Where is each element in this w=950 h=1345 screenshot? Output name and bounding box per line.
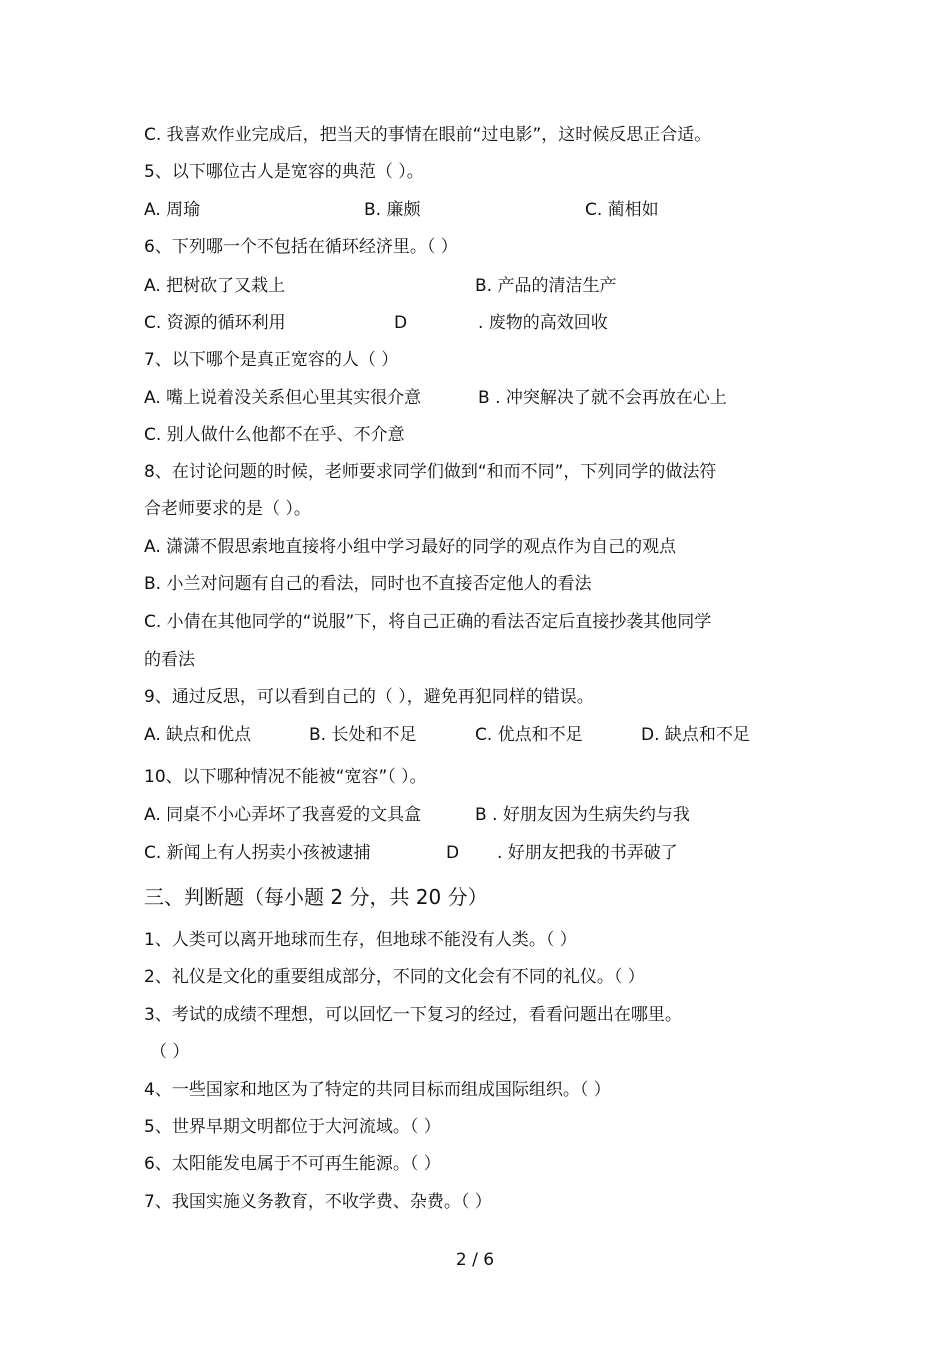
judgement-item-2: 2、礼仪是文化的重要组成部分，不同的文化会有不同的礼仪。（ ）: [144, 967, 645, 987]
question-8-option-c-line-1: C. 小倩在其他同学的“说服”下，将自己正确的看法否定后直接抄袭其他同学: [144, 612, 712, 632]
question-8-stem-line-1: 8、在讨论问题的时候，老师要求同学们做到“和而不同”，下列同学的做法符: [144, 462, 717, 482]
question-10-stem: 10、以下哪种情况不能被“宽容”（ ）。: [144, 767, 427, 787]
judgement-item-3-blank: （ ）: [150, 1042, 190, 1062]
question-9-option-d: D. 缺点和不足: [641, 725, 750, 745]
question-10-option-b: B . 好朋友因为生病失约与我: [475, 805, 690, 825]
question-5-option-c: C. 蔺相如: [585, 200, 659, 220]
question-7-option-a: A. 嘴上说着没关系但心里其实很介意: [144, 388, 422, 408]
judgement-item-3: 3、考试的成绩不理想，可以回忆一下复习的经过，看看问题出在哪里。: [144, 1005, 682, 1025]
question-9-option-c: C. 优点和不足: [475, 725, 583, 745]
question-8-stem-line-2: 合老师要求的是（ ）。: [144, 499, 311, 519]
question-10-option-d-text: . 好朋友把我的书弄破了: [497, 843, 678, 863]
judgement-item-1: 1、人类可以离开地球而生存，但地球不能没有人类。（ ）: [144, 930, 577, 950]
question-8-option-b: B. 小兰对问题有自己的看法，同时也不直接否定他人的看法: [144, 574, 592, 594]
question-10-option-c: C. 新闻上有人拐卖小孩被逮捕: [144, 843, 371, 863]
question-4-option-c: C. 我喜欢作业完成后，把当天的事情在眼前“过电影”，这时候反思正合适。: [144, 125, 712, 145]
question-10-option-a: A. 同桌不小心弄坏了我喜爱的文具盒: [144, 805, 422, 825]
judgement-item-7: 7、我国实施义务教育，不收学费、杂费。（ ）: [144, 1192, 492, 1212]
question-6-option-a: A. 把树砍了又栽上: [144, 276, 286, 296]
question-6-option-c: C. 资源的循环利用: [144, 313, 286, 333]
question-5-option-a: A. 周瑜: [144, 200, 201, 220]
question-9-option-b: B. 长处和不足: [309, 725, 417, 745]
question-6-option-d-text: . 废物的高效回收: [478, 313, 608, 333]
section-3-title: 三、判断题（每小题 2 分，共 20 分）: [144, 885, 488, 909]
judgement-item-4: 4、一些国家和地区为了特定的共同目标而组成国际组织。（ ）: [144, 1080, 611, 1100]
question-6-option-d-letter: D: [394, 313, 408, 333]
question-5-option-b: B. 廉颇: [364, 200, 421, 220]
question-8-option-c-line-2: 的看法: [144, 650, 195, 670]
question-9-stem: 9、通过反思，可以看到自己的（ ），避免再犯同样的错误。: [144, 687, 594, 707]
question-7-option-b: B . 冲突解决了就不会再放在心上: [478, 388, 727, 408]
question-5-stem: 5、以下哪位古人是宽容的典范（ ）。: [144, 162, 424, 182]
judgement-item-5: 5、世界早期文明都位于大河流域。（ ）: [144, 1117, 441, 1137]
question-8-option-a: A. 潇潇不假思索地直接将小组中学习最好的同学的观点作为自己的观点: [144, 537, 677, 557]
question-10-option-d-letter: D: [446, 843, 460, 863]
question-7-option-c: C. 别人做什么他都不在乎、不介意: [144, 425, 405, 445]
judgement-item-6: 6、太阳能发电属于不可再生能源。（ ）: [144, 1154, 441, 1174]
question-9-option-a: A. 缺点和优点: [144, 725, 252, 745]
question-7-stem: 7、以下哪个是真正宽容的人（ ）: [144, 350, 399, 370]
question-6-stem: 6、下列哪一个不包括在循环经济里。（ ）: [144, 237, 458, 257]
page-number: 2 / 6: [455, 1250, 495, 1270]
question-6-option-b: B. 产品的清洁生产: [475, 276, 617, 296]
